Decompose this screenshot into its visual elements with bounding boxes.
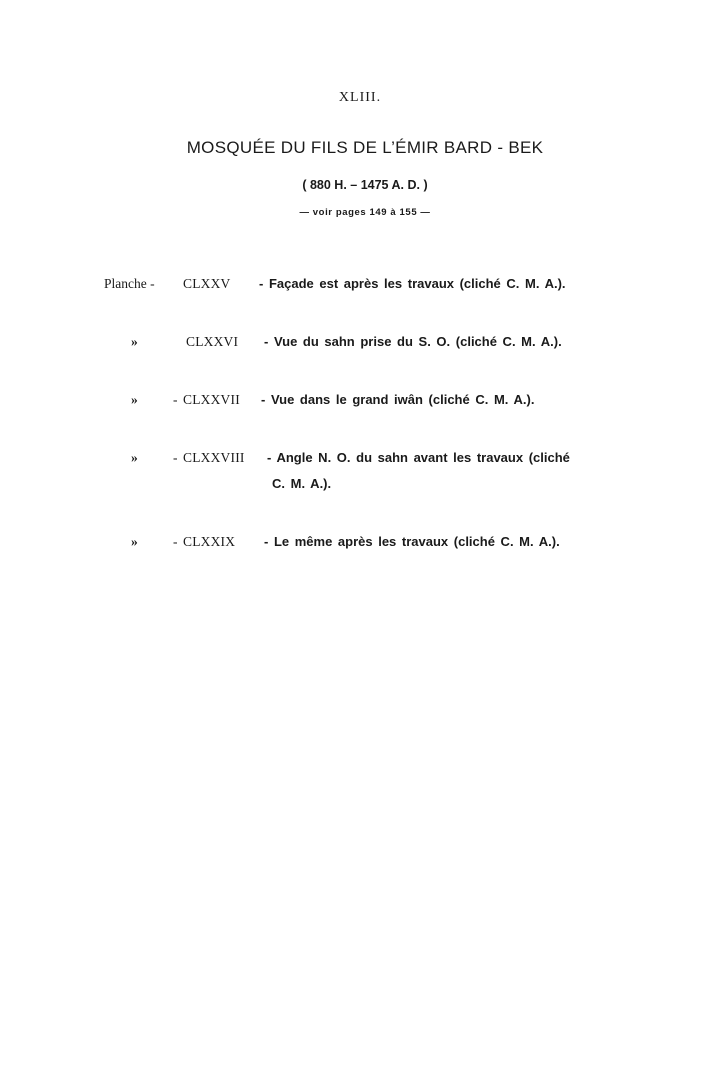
plate-dash: - — [173, 534, 178, 549]
plate-prefix: » — [131, 334, 138, 349]
plate-description: - Vue du sahn prise du S. O. (cliché C. M. A.). — [264, 334, 562, 349]
plate-prefix: » — [131, 450, 138, 465]
pages-reference: — voir pages 149 à 155 — — [299, 207, 431, 218]
plate-row — [0, 534, 720, 558]
section-number: XLIII. — [338, 90, 382, 105]
plate-number: CLXXV — [183, 276, 231, 291]
plate-number: CLXXVII — [183, 392, 240, 407]
plate-number: CLXXVI — [186, 334, 239, 349]
plate-dash: - — [173, 450, 178, 465]
plate-prefix: » — [131, 534, 138, 549]
plate-row — [0, 334, 720, 358]
plate-description: - Angle N. O. du sahn avant les travaux (cliché — [267, 450, 570, 465]
plate-number: CLXXIX — [183, 534, 236, 549]
plate-row — [0, 276, 720, 300]
plate-dash: - — [173, 392, 178, 407]
plate-row — [0, 450, 720, 502]
plate-description-continued: C. M. A.). — [272, 476, 332, 491]
plate-prefix: » — [131, 392, 138, 407]
plate-row — [0, 392, 720, 416]
dates-line: ( 880 H. – 1475 A. D. ) — [302, 178, 428, 192]
plate-number: CLXXVIII — [183, 450, 245, 465]
plate-description: - Vue dans le grand iwân (cliché C. M. A.). — [261, 392, 535, 407]
page-title: MOSQUÉE DU FILS DE L’ÉMIR BARD - BEK — [186, 138, 544, 157]
plate-prefix: Planche - — [104, 276, 155, 291]
plate-description: - Le même après les travaux (cliché C. M. A.). — [264, 534, 560, 549]
plate-description: - Façade est après les travaux (cliché C. M. A.). — [259, 276, 566, 291]
